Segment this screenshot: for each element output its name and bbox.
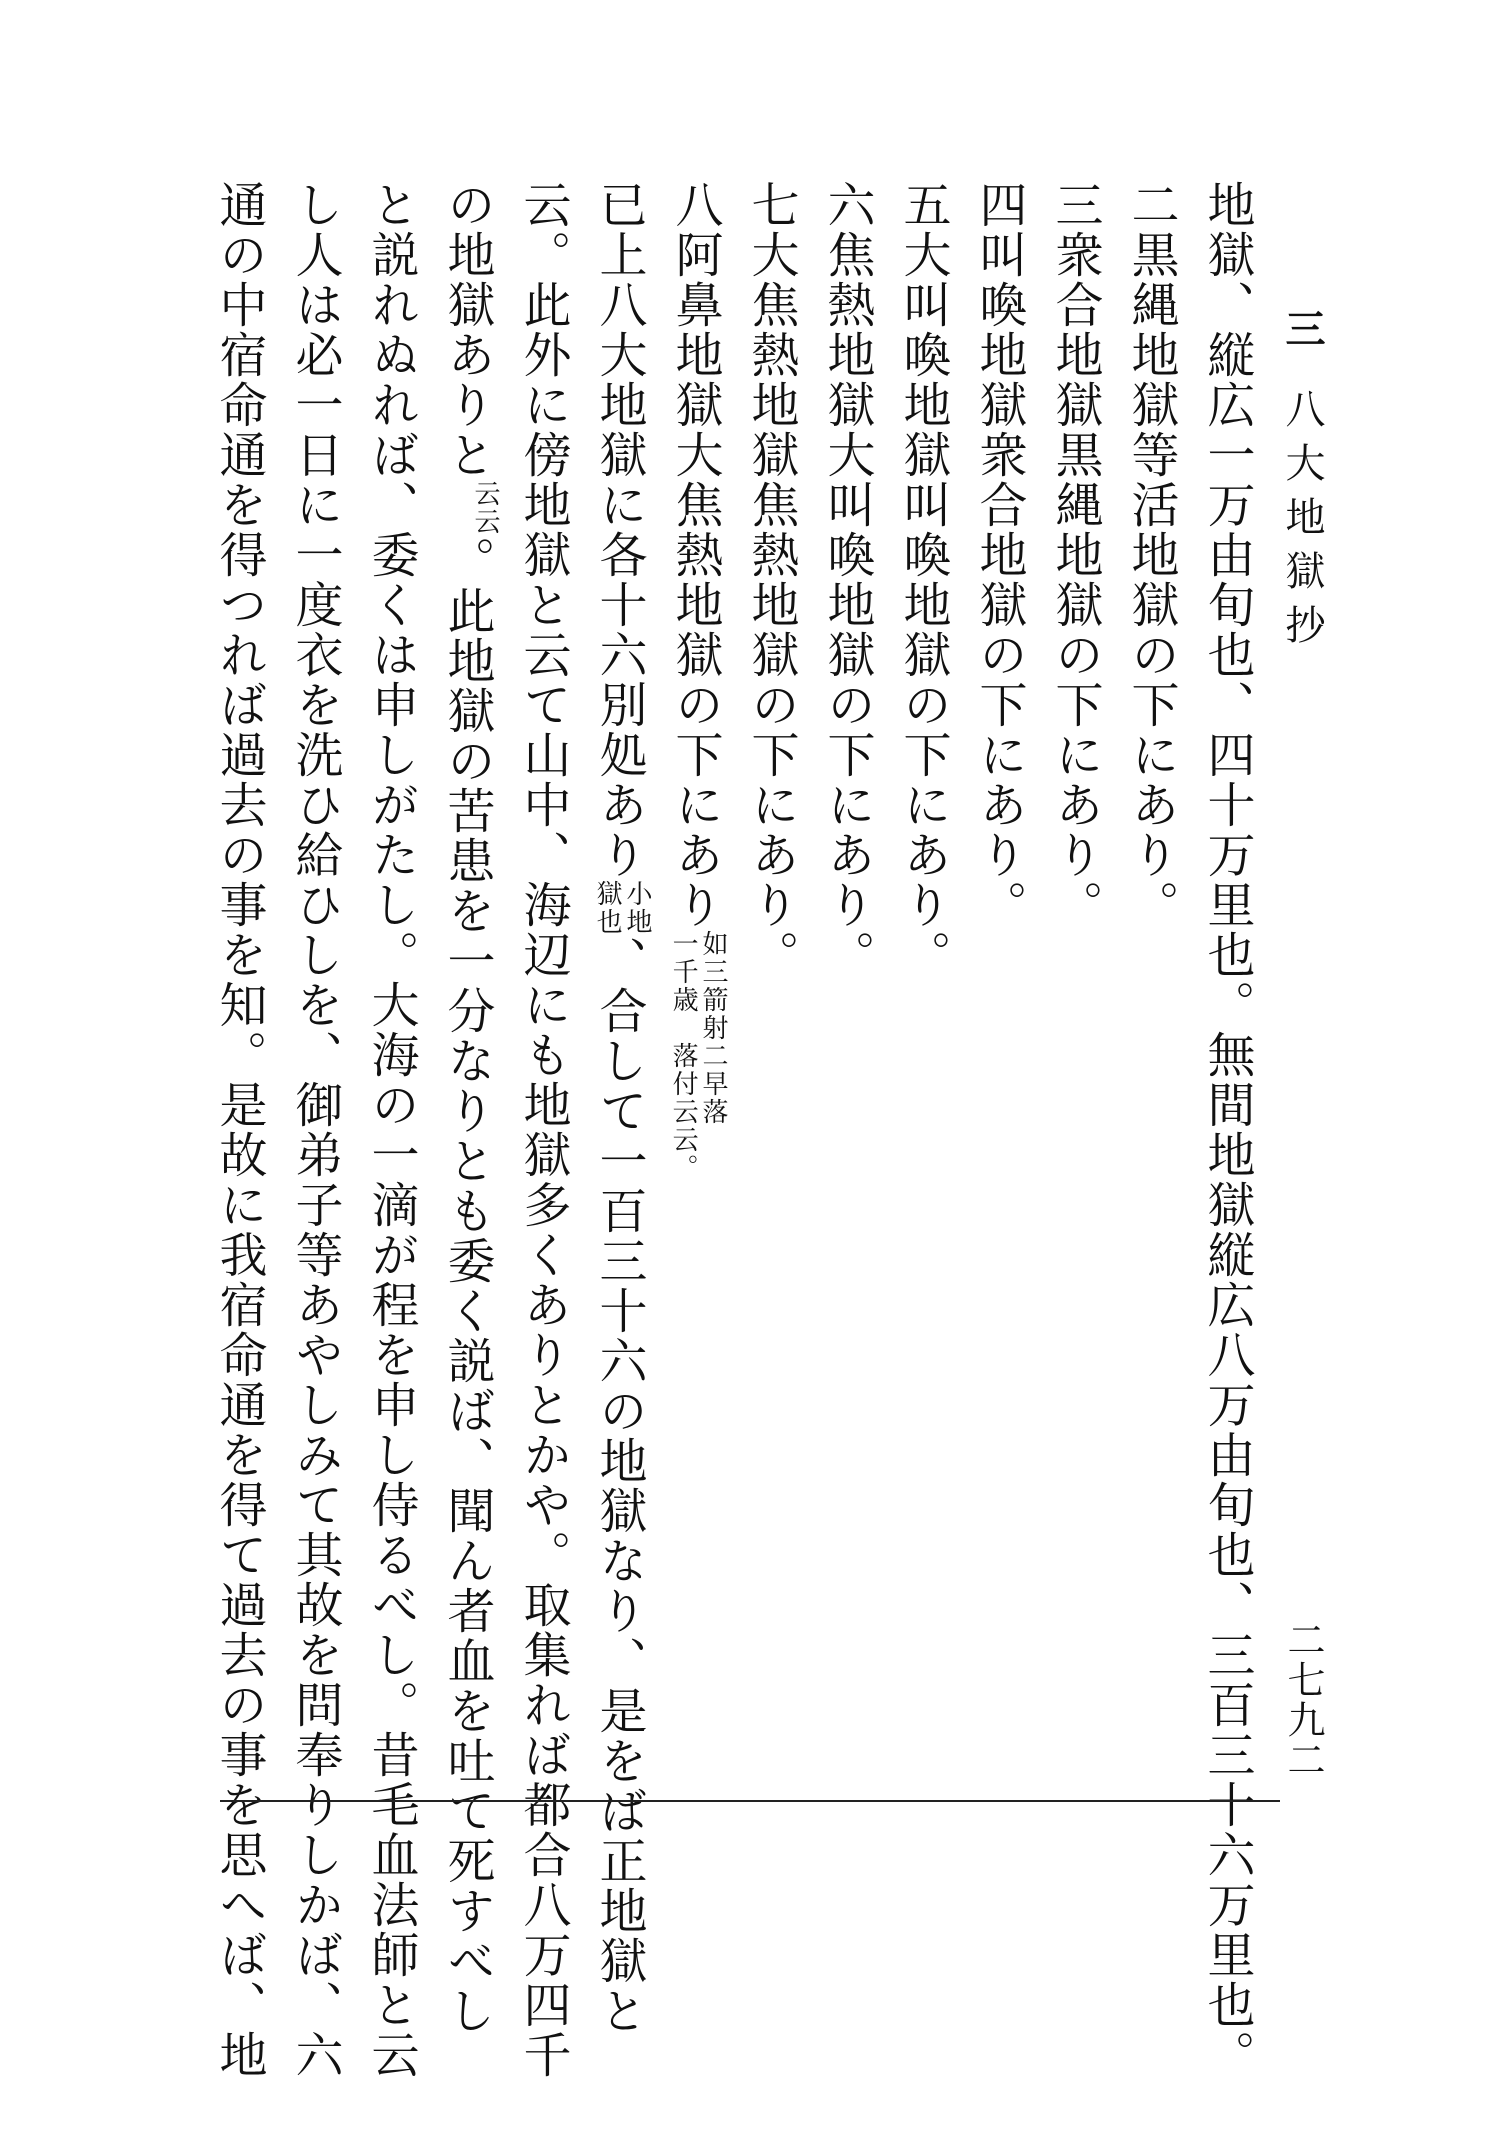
text-line: 七大焦熱地獄焦熱地獄の下にあり。 bbox=[743, 180, 799, 980]
interlinear-note bbox=[591, 880, 651, 936]
text-line: 六焦熱地獄大叫喚地獄の下にあり。 bbox=[819, 180, 875, 980]
running-header bbox=[1279, 308, 1326, 658]
text-line bbox=[581, 180, 657, 2036]
footer-rule bbox=[220, 1800, 1280, 1802]
note-column: 獄也 bbox=[592, 880, 623, 936]
text-line: し人は必一日に一度衣を洗ひ給ひしを、御弟子等あやしみて其故を問奉りしかば、六 bbox=[287, 180, 343, 2080]
note-column: 如三箭射二早落 bbox=[698, 930, 728, 1126]
line-text: 已上八大地獄に各十六別処あり bbox=[591, 180, 647, 880]
note-column: 一千歳 落付云云。 bbox=[668, 930, 699, 1182]
text-line bbox=[429, 180, 505, 2036]
line-text: 八阿鼻地獄大焦熱地獄の下にあり bbox=[667, 180, 723, 930]
text-line: 二黒縄地獄等活地獄の下にあり。 bbox=[1123, 180, 1179, 930]
note-column: 小地 bbox=[622, 880, 652, 936]
line-text: 、合して一百三十六の地獄なり、是をば正地獄と bbox=[591, 936, 647, 2036]
text-line: 地獄、縦広一万由旬也、四十万里也。無間地獄縦広八万由旬也、三百三十六万里也。 bbox=[1199, 180, 1255, 2080]
line-text: 。此地獄の苦患を一分なりとも委く説ば、聞ん者血を吐て死すべし bbox=[439, 536, 495, 2036]
text-line: 五大叫喚地獄叫喚地獄の下にあり。 bbox=[895, 180, 951, 980]
text-line: 通の中宿命通を得つれば過去の事を知。是故に我宿命通を得て過去の事を思へば、地 bbox=[211, 180, 267, 2080]
text-line: 三衆合地獄黒縄地獄の下にあり。 bbox=[1047, 180, 1103, 930]
section-title: 八大地獄抄 bbox=[1279, 388, 1325, 658]
interlinear-note: 云云 bbox=[470, 480, 500, 536]
interlinear-note bbox=[667, 930, 727, 1182]
body-text bbox=[211, 180, 1265, 2080]
text-line bbox=[657, 180, 733, 1760]
section-number: 三 bbox=[1279, 308, 1326, 362]
text-line: 四叫喚地獄衆合地獄の下にあり。 bbox=[971, 180, 1027, 930]
text-line: と説れぬれば、委くは申しがたし。大海の一滴が程を申し侍るべし。昔毛血法師と云 bbox=[363, 180, 419, 2080]
text-line: 云。此外に傍地獄と云て山中、海辺にも地獄多くありとかや。取集れば都合八万四千 bbox=[515, 180, 571, 2080]
line-text: の地獄ありと bbox=[439, 180, 495, 480]
page-number: 二七九二 bbox=[1281, 1620, 1325, 1780]
